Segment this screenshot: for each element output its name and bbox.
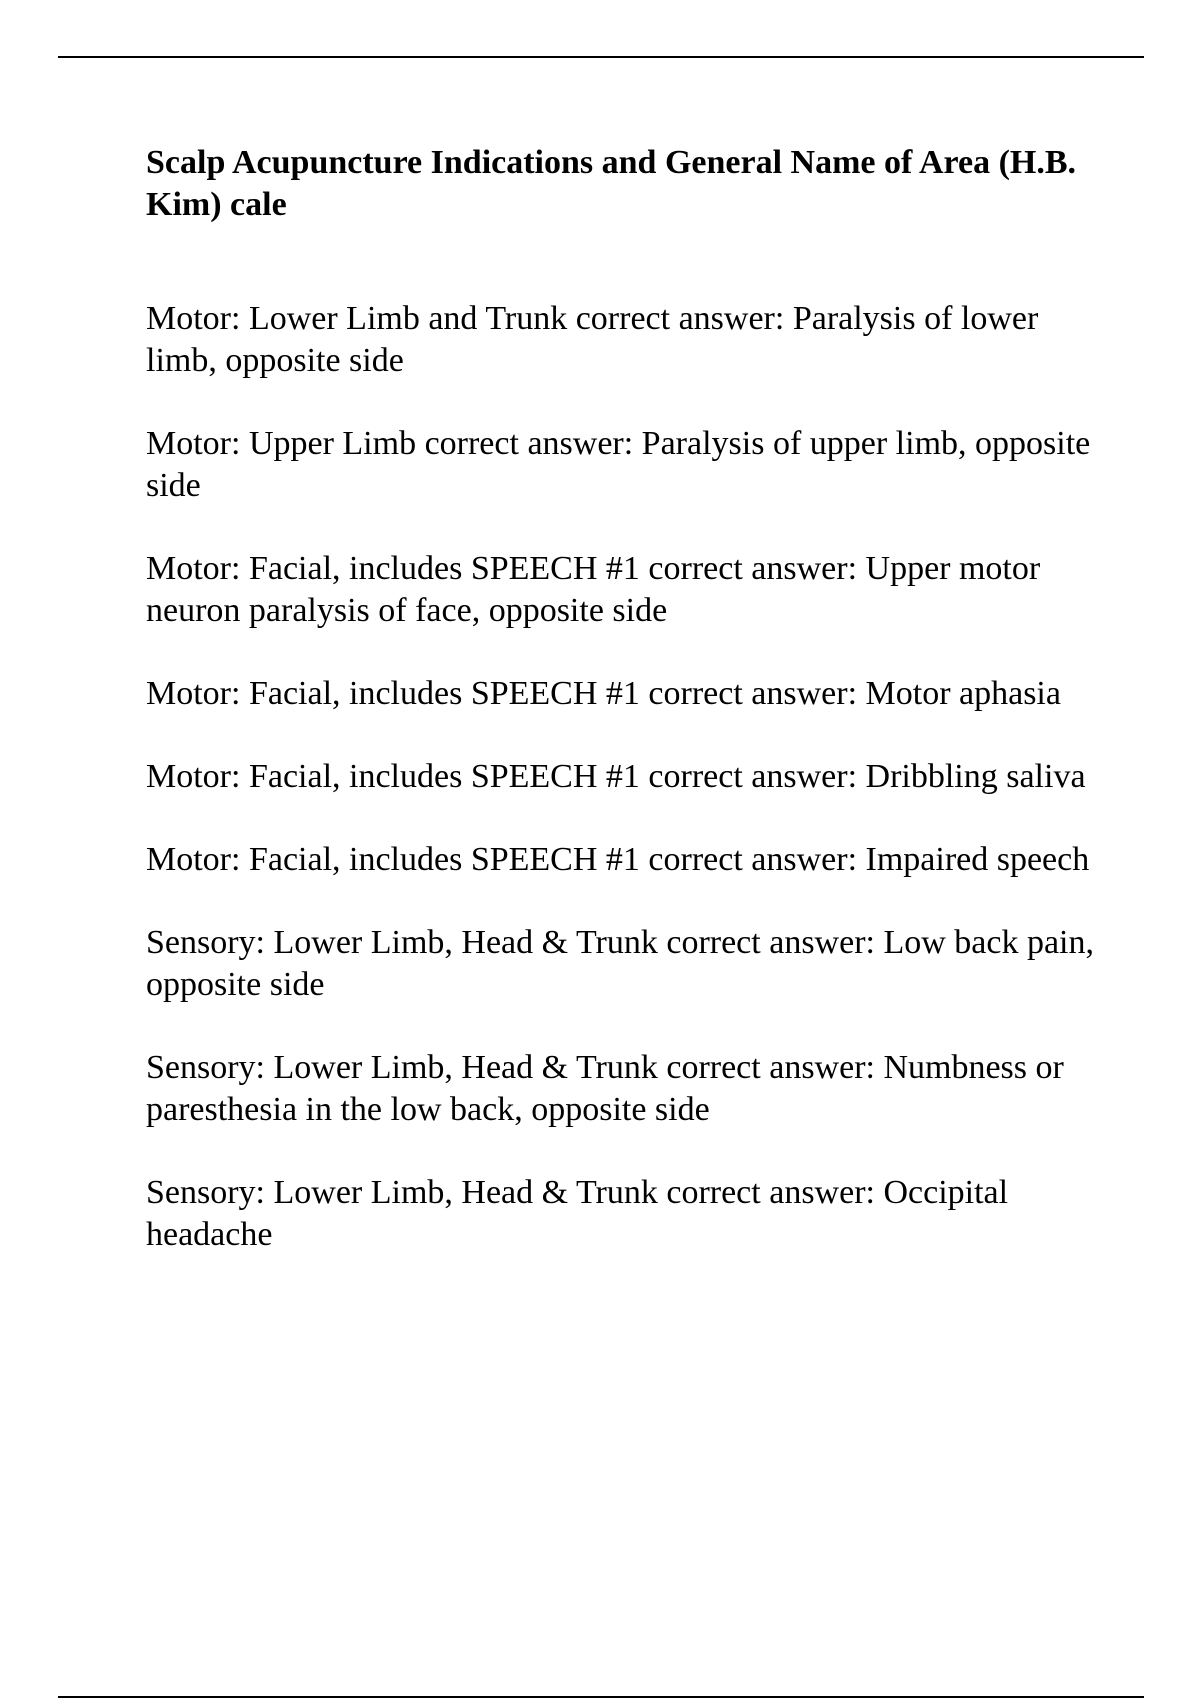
entry-item: Sensory: Lower Limb, Head & Trunk correct answer: Occipital headache	[146, 1174, 1009, 1253]
entry-item: Motor: Facial, includes SPEECH #1 correct answer: Motor aphasia	[146, 675, 1061, 712]
entry-item: Motor: Upper Limb correct answer: Paralysis of upper limb, opposite side	[146, 425, 1091, 504]
entry-item: Sensory: Lower Limb, Head & Trunk correct answer: Low back pain, opposite side	[146, 924, 1094, 1003]
entry-item: Motor: Facial, includes SPEECH #1 correct answer: Upper motor neuron paralysis of face, opposite side	[146, 550, 1041, 629]
entry-item: Motor: Facial, includes SPEECH #1 correct answer: Dribbling saliva	[146, 758, 1086, 795]
entry-item: Motor: Lower Limb and Trunk correct answer: Paralysis of lower limb, opposite side	[146, 300, 1039, 379]
footer-rule	[58, 1696, 1144, 1698]
header-rule	[58, 56, 1144, 58]
entry-item: Sensory: Lower Limb, Head & Trunk correct answer: Numbness or paresthesia in the low back, opposite side	[146, 1049, 1064, 1128]
page-content	[146, 142, 1106, 1297]
entry-list	[146, 298, 1106, 1256]
document-title: Scalp Acupuncture Indications and General Name of Area (H.B. Kim) cale	[146, 144, 1077, 223]
entry-item: Motor: Facial, includes SPEECH #1 correct answer: Impaired speech	[146, 841, 1090, 878]
